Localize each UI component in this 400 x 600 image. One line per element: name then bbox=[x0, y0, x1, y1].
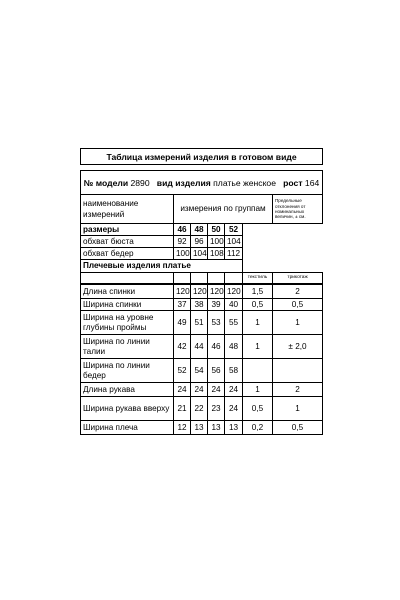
value-cell: 24 bbox=[208, 383, 225, 397]
row-name: Ширина плеча bbox=[81, 421, 174, 435]
table-row bbox=[81, 421, 323, 435]
sizes-row bbox=[81, 224, 323, 236]
textile-tolerance: 1 bbox=[243, 335, 273, 359]
textile-tolerance: 0,5 bbox=[243, 299, 273, 311]
value-cell: 51 bbox=[191, 311, 208, 335]
deviation-note: Предельные отклонения от номинальных величин, ± см. bbox=[273, 195, 323, 224]
value-cell: 12 bbox=[174, 421, 191, 435]
value-cell: 104 bbox=[225, 236, 243, 248]
value-cell: 23 bbox=[208, 397, 225, 421]
value-cell: 24 bbox=[225, 397, 243, 421]
textile-tolerance bbox=[243, 359, 273, 383]
groups-header: измерения по группам bbox=[174, 195, 273, 224]
table-row bbox=[81, 335, 323, 359]
model-value: 2890 bbox=[130, 177, 150, 188]
row-name: Ширина спинки bbox=[81, 299, 174, 311]
textile-header: текстиль bbox=[243, 273, 273, 284]
knit-tolerance: 2 bbox=[273, 383, 323, 397]
model-label: № модели bbox=[83, 177, 129, 188]
value-cell: 120 bbox=[191, 285, 208, 299]
model-row bbox=[81, 171, 323, 195]
value-cell: 13 bbox=[191, 421, 208, 435]
textile-tolerance: 1 bbox=[243, 383, 273, 397]
title-row bbox=[81, 149, 323, 165]
value-cell: 24 bbox=[191, 383, 208, 397]
value-cell: 13 bbox=[225, 421, 243, 435]
value-cell: 120 bbox=[208, 285, 225, 299]
value-cell: 44 bbox=[191, 335, 208, 359]
table-row bbox=[81, 383, 323, 397]
value-cell: 55 bbox=[225, 311, 243, 335]
table-row bbox=[81, 359, 323, 383]
value-cell: 22 bbox=[191, 397, 208, 421]
value-cell: 39 bbox=[208, 299, 225, 311]
value-cell: 46 bbox=[208, 335, 225, 359]
value-cell: 58 bbox=[225, 359, 243, 383]
row-name: обхват бюста bbox=[81, 236, 174, 248]
knit-tolerance: 1 bbox=[273, 311, 323, 335]
value-cell: 37 bbox=[174, 299, 191, 311]
table-row bbox=[81, 397, 323, 421]
value-cell: 48 bbox=[225, 335, 243, 359]
measurement-table bbox=[80, 148, 323, 284]
knit-tolerance: 0,5 bbox=[273, 299, 323, 311]
knit-header: трикотаж bbox=[273, 273, 323, 284]
section-row bbox=[81, 260, 323, 273]
value-cell: 38 bbox=[191, 299, 208, 311]
type-label: вид изделия bbox=[156, 177, 211, 188]
value-cell: 52 bbox=[174, 359, 191, 383]
knit-tolerance: ± 2,0 bbox=[273, 335, 323, 359]
name-header: наименование измерений bbox=[81, 195, 174, 224]
size-cell: 52 bbox=[225, 224, 243, 236]
row-name: обхват бедер bbox=[81, 248, 174, 260]
value-cell: 120 bbox=[225, 285, 243, 299]
row-name: Ширина на уровне глубины проймы bbox=[81, 311, 174, 335]
section-title: Плечевые изделия платье bbox=[81, 260, 243, 273]
table-row bbox=[81, 248, 323, 260]
value-cell: 40 bbox=[225, 299, 243, 311]
type-value: платье женское bbox=[213, 177, 276, 188]
value-cell: 24 bbox=[174, 383, 191, 397]
table-row bbox=[81, 299, 323, 311]
value-cell: 49 bbox=[174, 311, 191, 335]
value-cell: 54 bbox=[191, 359, 208, 383]
value-cell: 96 bbox=[191, 236, 208, 248]
size-cell: 50 bbox=[208, 224, 225, 236]
knit-tolerance: 2 bbox=[273, 285, 323, 299]
value-cell: 100 bbox=[174, 248, 191, 260]
table-row bbox=[81, 285, 323, 299]
size-cell: 48 bbox=[191, 224, 208, 236]
tolerance-header-row bbox=[81, 273, 323, 284]
sizes-label: размеры bbox=[81, 224, 174, 236]
row-name: Длина рукава bbox=[81, 383, 174, 397]
knit-tolerance: 0,5 bbox=[273, 421, 323, 435]
value-cell: 120 bbox=[174, 285, 191, 299]
value-cell: 100 bbox=[208, 236, 225, 248]
table-title: Таблица измерений изделия в готовом виде bbox=[81, 149, 323, 165]
textile-tolerance: 0,2 bbox=[243, 421, 273, 435]
table-row bbox=[81, 236, 323, 248]
table-row bbox=[81, 311, 323, 335]
height-label: рост bbox=[283, 177, 303, 188]
header-row bbox=[81, 195, 323, 224]
value-cell: 112 bbox=[225, 248, 243, 260]
row-name: Ширина рукава вверху bbox=[81, 397, 174, 421]
value-cell: 104 bbox=[191, 248, 208, 260]
value-cell: 13 bbox=[208, 421, 225, 435]
value-cell: 108 bbox=[208, 248, 225, 260]
value-cell: 92 bbox=[174, 236, 191, 248]
row-name: Длина спинки bbox=[81, 285, 174, 299]
value-cell: 24 bbox=[225, 383, 243, 397]
knit-tolerance: 1 bbox=[273, 397, 323, 421]
value-cell: 56 bbox=[208, 359, 225, 383]
model-info bbox=[81, 171, 323, 195]
value-cell: 53 bbox=[208, 311, 225, 335]
row-name: Ширина по линии бедер bbox=[81, 359, 174, 383]
textile-tolerance: 0,5 bbox=[243, 397, 273, 421]
textile-tolerance: 1,5 bbox=[243, 285, 273, 299]
row-name: Ширина по линии талии bbox=[81, 335, 174, 359]
size-cell: 46 bbox=[174, 224, 191, 236]
rows-table bbox=[80, 284, 323, 435]
value-cell: 42 bbox=[174, 335, 191, 359]
measurement-document bbox=[80, 148, 322, 435]
height-value: 164 bbox=[304, 177, 320, 188]
knit-tolerance bbox=[273, 359, 323, 383]
value-cell: 21 bbox=[174, 397, 191, 421]
textile-tolerance: 1 bbox=[243, 311, 273, 335]
